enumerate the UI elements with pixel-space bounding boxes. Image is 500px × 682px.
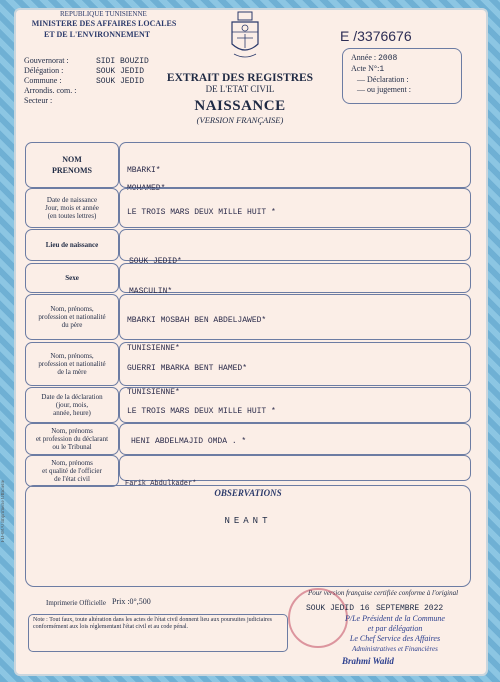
republic-label: REPUBLIQUE TUNISIENNE — [60, 10, 147, 18]
row-officer — [25, 455, 475, 488]
governorate-label: Gouvernorat : — [24, 56, 69, 65]
signer-name: Brahmi Walid — [342, 656, 394, 666]
nom-label: NOM — [62, 155, 82, 164]
commune-label: Commune : — [24, 76, 62, 85]
row-birth-date — [25, 188, 475, 226]
father-label: Nom, prénoms, profession et nationalité du père — [25, 294, 119, 340]
tunisia-crest-icon — [228, 10, 262, 60]
vertical-printer-code: FD-0870 Imprimerie Officielle — [1, 480, 6, 543]
officer-value-box — [119, 455, 471, 481]
row-sex — [25, 263, 475, 296]
delegation-value: SOUK JEDID — [96, 67, 145, 76]
mother-nationality: TUNISIENNE* — [127, 388, 180, 397]
seal-line3: Le Chef Service des Affaires — [349, 634, 441, 643]
seal-line2: et par délégation — [367, 624, 423, 633]
observations-box — [25, 485, 471, 587]
observations-title: OBSERVATIONS — [214, 488, 282, 498]
ministry-label: MINISTERE DES AFFAIRES LOCALES — [31, 19, 177, 28]
day-value: 16 — [360, 604, 370, 613]
declaration-date-label: Date de la déclaration (jour, mois, année, heure) — [25, 387, 119, 423]
act-value: 1 — [379, 65, 385, 74]
place-value: SOUK JEDID — [306, 604, 355, 613]
title-version: (VERSION FRANÇAISE) — [196, 115, 284, 125]
title-line2: DE L'ETAT CIVIL — [205, 84, 275, 94]
certified-label: Pour version française certifiée conforme à l'original — [308, 589, 459, 597]
judgement-label: — ou jugement : — [357, 85, 411, 94]
birth-place-label: Lieu de naissance — [25, 229, 119, 261]
mother-value: GUERRI MBARKA BENT HAMED* — [127, 364, 248, 373]
month-year-value: SEPTEMBRE 2022 — [376, 604, 444, 613]
prenoms-value: MOHAMED* — [127, 184, 166, 193]
prenoms-label: PRENOMS — [52, 166, 92, 175]
commune-value: SOUK JEDID — [96, 77, 145, 86]
father-value: MBARKI MOSBAH BEN ABDELJAWED* — [127, 316, 267, 325]
birth-date-label: Date de naissance Jour, mois et année (en toutes lettres) — [25, 188, 119, 228]
officer-value: Farik Abdulkader* — [125, 480, 197, 488]
row-father — [25, 294, 475, 353]
red-stamp-icon — [288, 588, 348, 648]
year-label: Année : — [351, 53, 377, 62]
environment-label: ET DE L'ENVIRONNEMENT — [44, 30, 151, 39]
title-main: NAISSANCE — [194, 98, 286, 114]
declaration-label: — Déclaration : — [357, 75, 409, 84]
birth-place-value: SOUK JEDID* — [129, 257, 182, 266]
row-declarant — [25, 423, 475, 453]
row-declaration-date — [25, 387, 475, 421]
year-value: 2008 — [378, 54, 398, 63]
sector-label: Secteur : — [24, 96, 53, 105]
title-line1: EXTRAIT DES REGISTRES — [166, 72, 314, 84]
birth-date-value: LE TROIS MARS DEUX MILLE HUIT * — [127, 208, 276, 217]
name-value-box — [119, 142, 471, 188]
act-label: Acte N°: — [351, 64, 380, 73]
officer-label: Nom, prénoms et qualité de l'officier de l'état civil — [25, 455, 119, 487]
declaration-date-value-box — [119, 387, 471, 423]
delegation-label: Délégation : — [24, 66, 64, 75]
governorate-value: SIDI BOUZID — [96, 57, 149, 66]
sex-label: Sexe — [25, 263, 119, 293]
arrondissement-label: Arrondis. com. : — [24, 86, 77, 95]
serial-number — [340, 28, 412, 44]
record-box — [342, 48, 462, 104]
row-mother — [25, 342, 475, 397]
document-title — [150, 72, 330, 125]
seal-line1: P/Le Président de la Commune — [345, 614, 445, 623]
legal-note: Note : Tout faux, toute altération dans les actes de l'état civil donnent lieu aux poursuites judiciaires conformément aux lois réglementant l'état civil et au code pénal. — [28, 614, 288, 652]
row-birth-place — [25, 229, 475, 266]
row-name — [25, 142, 475, 193]
declarant-label: Nom, prénoms et profession du déclarant ou le Tribunal — [25, 423, 119, 455]
name-label-box — [25, 142, 119, 188]
declaration-date-value: LE TROIS MARS DEUX MILLE HUIT * — [127, 407, 276, 416]
declarant-value: HENI ABDELMAJID OMDA . * — [131, 437, 247, 446]
price-label: Prix :0°,500 — [112, 597, 151, 606]
mother-label: Nom, prénoms, profession et nationalité de la mère — [25, 342, 119, 386]
nom-value: MBARKI* — [127, 166, 161, 175]
sex-value: MASCULIN* — [129, 287, 173, 296]
seal-line4: Administratives et Financières — [352, 645, 438, 653]
serial-value: 3376676 — [357, 28, 412, 44]
location-block — [24, 56, 149, 106]
serial-prefix: E / — [340, 28, 358, 44]
father-nationality: TUNISIENNE* — [127, 344, 180, 353]
printer-label: Imprimerie Officielle — [46, 599, 106, 607]
observations-value: NEANT — [224, 516, 272, 526]
